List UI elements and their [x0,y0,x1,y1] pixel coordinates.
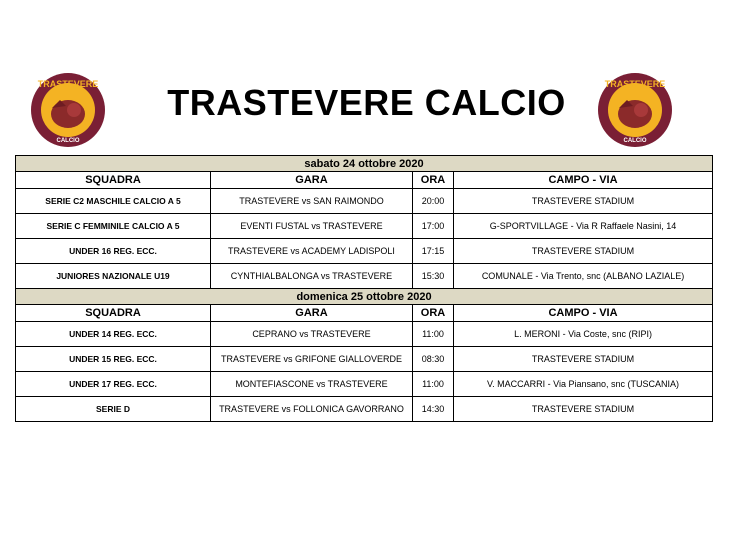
svg-text:CALCIO: CALCIO [56,138,80,144]
cell-campo: L. MERONI - Via Coste, snc (RIPI) [454,322,713,347]
cell-ora: 14:30 [413,397,454,422]
cell-gara: EVENTI FUSTAL vs TRASTEVERE [211,214,413,239]
day-date: sabato 24 ottobre 2020 [16,156,713,172]
cell-campo: TRASTEVERE STADIUM [454,189,713,214]
cell-campo: TRASTEVERE STADIUM [454,239,713,264]
header-ora: ORA [413,172,454,189]
header-squadra: SQUADRA [16,172,211,189]
cell-ora: 17:00 [413,214,454,239]
cell-gara: TRASTEVERE vs ACADEMY LADISPOLI [211,239,413,264]
cell-ora: 15:30 [413,264,454,289]
cell-gara: MONTEFIASCONE vs TRASTEVERE [211,372,413,397]
cell-squadra: JUNIORES NAZIONALE U19 [16,264,211,289]
cell-ora: 08:30 [413,347,454,372]
schedule-table [15,155,713,422]
cell-gara: TRASTEVERE vs SAN RAIMONDO [211,189,413,214]
svg-text:TRASTEVERE: TRASTEVERE [37,79,99,89]
cell-squadra: SERIE C FEMMINILE CALCIO A 5 [16,214,211,239]
cell-campo: V. MACCARRI - Via Piansano, snc (TUSCANIA) [454,372,713,397]
cell-campo: TRASTEVERE STADIUM [454,347,713,372]
cell-squadra: UNDER 15 REG. ECC. [16,347,211,372]
cell-gara: TRASTEVERE vs FOLLONICA GAVORRANO [211,397,413,422]
header-row [16,305,713,322]
cell-ora: 20:00 [413,189,454,214]
header-ora: ORA [413,305,454,322]
cell-campo: G-SPORTVILLAGE - Via R Raffaele Nasini, 14 [454,214,713,239]
cell-ora: 17:15 [413,239,454,264]
cell-ora: 11:00 [413,372,454,397]
header-campo: CAMPO - VIA [454,172,713,189]
day-date: domenica 25 ottobre 2020 [16,289,713,305]
table-row [16,372,713,397]
table-row [16,322,713,347]
cell-gara: CYNTHIALBALONGA vs TRASTEVERE [211,264,413,289]
svg-text:TRASTEVERE: TRASTEVERE [604,79,666,89]
page-title: TRASTEVERE CALCIO [167,82,566,123]
cell-squadra: UNDER 14 REG. ECC. [16,322,211,347]
day-row [16,156,713,172]
cell-squadra: UNDER 16 REG. ECC. [16,239,211,264]
table-row [16,397,713,422]
cell-squadra: SERIE D [16,397,211,422]
header-squadra: SQUADRA [16,305,211,322]
header-row [16,172,713,189]
header-gara: GARA [211,172,413,189]
cell-squadra: UNDER 17 REG. ECC. [16,372,211,397]
cell-campo: COMUNALE - Via Trento, snc (ALBANO LAZIALE) [454,264,713,289]
day-row [16,289,713,305]
table-row [16,189,713,214]
cell-squadra: SERIE C2 MASCHILE CALCIO A 5 [16,189,211,214]
header-campo: CAMPO - VIA [454,305,713,322]
cell-campo: TRASTEVERE STADIUM [454,397,713,422]
cell-gara: TRASTEVERE vs GRIFONE GIALLOVERDE [211,347,413,372]
table-row [16,214,713,239]
cell-gara: CEPRANO vs TRASTEVERE [211,322,413,347]
table-row [16,239,713,264]
table-row [16,347,713,372]
table-row [16,264,713,289]
cell-ora: 11:00 [413,322,454,347]
svg-text:CALCIO: CALCIO [623,138,647,144]
header-gara: GARA [211,305,413,322]
